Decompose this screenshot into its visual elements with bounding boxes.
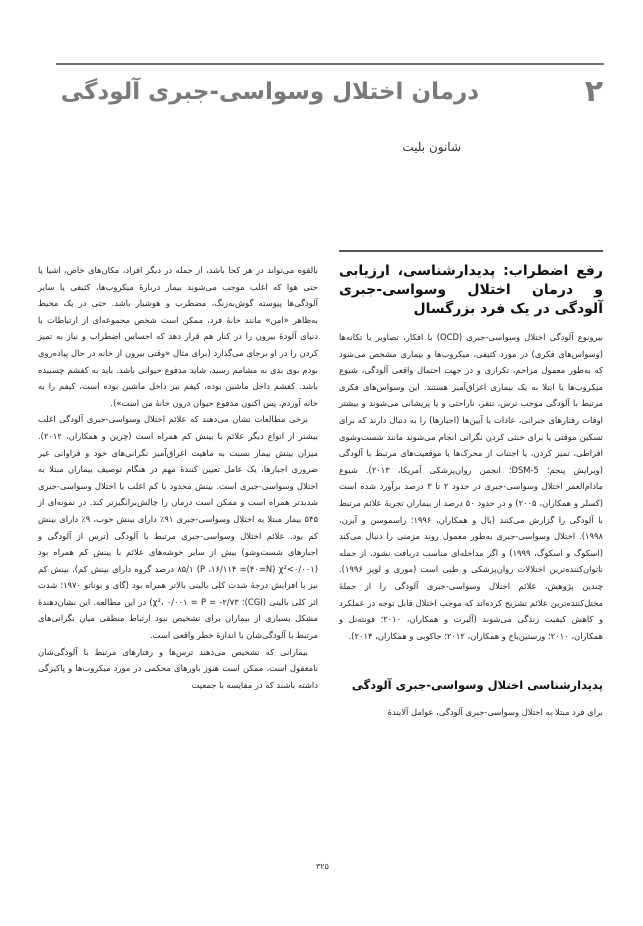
section-heading: رفع اضطراب: پدیدارشناسی، ارزیابی و درمان اختلال وسواسی-جبری آلودگی در یک فرد بزرگسال bbox=[339, 263, 603, 317]
header-rule bbox=[56, 63, 604, 65]
body-paragraph-continuation: برای فرد مبتلا به اختلال وسواسی-جبری آلودگی، عوامل آلایندهٔ bbox=[387, 707, 603, 718]
right-column bbox=[339, 250, 603, 721]
section-rule bbox=[339, 250, 603, 252]
left-column bbox=[38, 262, 318, 693]
sub-heading: پدیدارشناسی اختلال وسواسی-جبری آلودگی bbox=[351, 678, 603, 693]
chapter-title: درمان اختلال وسواسی-جبری آلودگی bbox=[60, 79, 479, 105]
page-number: ۳۲۵ bbox=[316, 862, 329, 871]
author-name: شانون بلیت bbox=[402, 140, 461, 154]
body-paragraph: برخی مطالعات نشان می‌دهند که علائم اختلال وسواسی-جبری آلودگی اغلب بیشتر از انواع دیگر علائم با بینش کم همراه است (چرین و همکاران، ۲۰۱۲). میزان بینش بیمار نسبت به ماهیت اغراق‌آمیز نگرانی‌های خود و فراوانی غیر ضروری اجبارها، یک عامل تعیین کنندهٔ مهم در هنگام توصیف بیماران مبتلا به اختلال وسواسی-جبری است. بینش محدود یا کم اغلب با اختلال وسواسی-جبری شدیدتر همراه است و ممکن است درمان را چالش‌برانگیزتر کند. در نمونه‌ای از ۵۴۵ بیمار مبتلا به اختلال وسواسی-جبری ۹۱٪ دارای بینش خوب، ۹٪ دارای بینش کم بود. علائم اختلال وسواسی-جبری مرتبط با آلودگی (ترس از آلودگی و اجبارهای شست‌وشو) بیش از سایر خوشه‌های علائم با بینش کم همراه بود (۰/۰۰۱>P ،۱۶/۱۱۴ =(۴۰=N) χ²) ۸۵/۱ درصد گروه دارای بینش کم). بینش کم نیز با افزایش درجهٔ شدت کلی بالینی بالاتر همراه بود (گای و بوناتو ۱۹۷۰؛ شدت اثر کلی بالینی (CGI)؛ ۲/۷۳- = χ²، ۰/۰۰۱ = P) در این مطالعه. این نشان‌دهندهٔ مشکل بسیاری از بیماران برای تشخیص نبود ارتباط منطقی میان نگرانی‌های مرتبط با آلودگی‌شان با اندازهٔ خطر واقعی است. bbox=[38, 414, 319, 641]
body-paragraph: بیمارانی که تشخیص می‌دهند ترس‌ها و رفتارهای مرتبط با آلودگی‌شان نامعقول است، ممکن است هنوز باورهای محکمی در مورد میکروب‌ها و پاکیزگی داشته باشند که در مقایسه با جمعیت bbox=[38, 646, 318, 690]
chapter-number: ۲ bbox=[584, 74, 603, 109]
body-paragraph: بالقوه می‌تواند در هر کجا باشد، از جمله در دیگر افراد، مکان‌های خاص، اشیا یا حتی هوا که اغلب موجب می‌شوند بیمار دربارهٔ میکروب‌ها، کثیفی یا سایر آلودگی‌ها پیوسته گوش‌به‌زنگ، مضطرب و هوشیار باشد. حتی در یک محیط به‌ظاهر «امن» مانند خانهٔ فرد، ممکن است شخص مجموعه‌ای از ارتباطات با دنیای آلودهٔ بیرون را در کنار هم قرار دهد که احساس اضطراب و نیاز به تمیز کردن را در او برجای می‌گذارد (برای مثال «وقتی بیرون از خانه در حال پیاده‌روی بودم بوی بدی به مشامم رسید، شاید مدفوع حیوانی باشد. باید به کفشم چسبیده باشد. کفشم داخل ماشین بوده، کیفم نیز داخل ماشین بوده است، کیفم را به خانه آوردم، پس اکنون مدفوع حیوان درون خانهٔ من است»). bbox=[38, 265, 318, 408]
body-paragraph: بیرونوع آلودگی اختلال وسواسی-جبری (OCD) با افکار، تصاویر یا تکانه‌ها (وسواس‌های فکری) در مورد کثیفی، میکروب‌ها و بیماری مشخص می‌شود که به‌طور معمول مزاحم، تکراری و در جهت احتمال واقعی آلودگی، شیوع میکروب‌ها یا ابتلا به یک بیماری اغراق‌آمیز هستند. این وسواس‌های فکری مرتبط با آلودگی موجب ترس، تنفر، ناراحتی و یا پریشانی می‌شوند و بیشتر اوقات رفتارهای جبرانی، عادات یا آیین‌ها (اجبارها) را به دنبال دارند که برای تسکین موقتی یا برای خنثی کردن نگرانی انجام می‌شوند مانند شست‌وشوی افراطی، تمیز کردن، یا اجتناب از محرک‌ها یا موقعیت‌های مرتبط با آلودگی (ویرایش پنجم؛ DSM-5؛ انجمن روان‌پزشکی آمریکا، ۲۰۱۳). شیوع مادام‌العمر اختلال وسواسی-جبری در حدود ۲ تا ۳ درصد برآورد شده است (کسلر و همکاران، ۲۰۰۵) و در حدود ۵۰ درصد از بیماران تجربهٔ علائم مرتبط با آلودگی را گزارش می‌کنند (بال و همکاران، ۱۹۹۶؛ راسموسن و آیزن، ۱۹۹۸). اختلال وسواسی-جبری به‌طور معمول روند مزمنی را دنبال می‌کند (اسکوگ و اسکوگ، ۱۹۹۹) و اگر مداخله‌ای مناسب دریافت نشود، از جمله ناتوان‌کننده‌ترین اختلالات روان‌پزشکی و طبی است (موری و لوپز ۱۹۹۶). چندین پژوهش، علائم اختلال وسواسی-جبری آلودگی را از جملهٔ مختل‌کننده‌ترین علائم تشریح کرده‌اند که موجب اختلال قابل توجه در عملکرد و کاهش کیفیت زندگی می‌شوند (آلبرت و همکاران، ۲۰۱۰؛ فونته‌نل و همکاران، ۲۰۱۰؛ ورستین‌باخ و همکاران، ۲۰۱۲؛ جاکوبی و همکاران، ۲۰۱۴). bbox=[339, 332, 604, 641]
